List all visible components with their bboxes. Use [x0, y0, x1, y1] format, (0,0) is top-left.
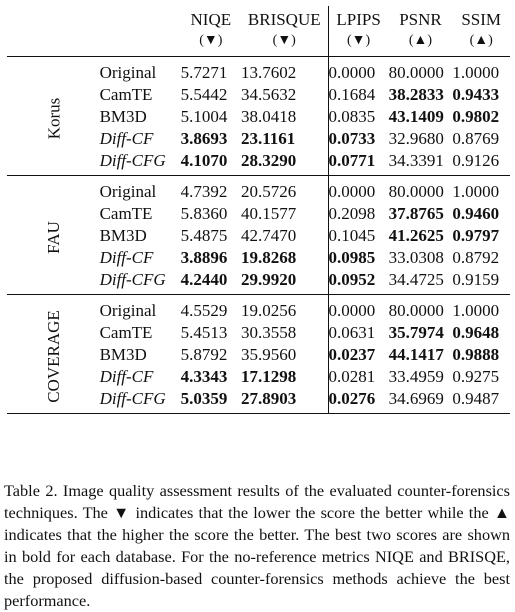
- score-cell: 5.7271: [180, 62, 228, 82]
- column-header: NIQE: [190, 10, 232, 29]
- column-header: BRISQUE: [247, 10, 321, 29]
- score-cell: 0.9648: [452, 322, 500, 342]
- score-cell: 41.2625: [388, 225, 444, 245]
- score-cell: 35.7974: [388, 322, 444, 342]
- score-cell: 5.5442: [180, 84, 228, 104]
- table-row: [7, 295, 510, 322]
- score-cell: 35.9560: [240, 344, 297, 364]
- score-cell: 0.1684: [328, 83, 389, 105]
- database-label: Korus: [43, 97, 63, 139]
- score-cell: 0.9275: [452, 366, 500, 386]
- score-cell: 30.3558: [240, 322, 297, 342]
- score-cell: 5.8360: [180, 203, 228, 223]
- method-name: CamTE: [99, 203, 153, 223]
- score-cell: 5.4875: [180, 225, 228, 245]
- score-cell: 34.6969: [388, 388, 444, 408]
- header-empty: [7, 6, 100, 30]
- score-cell: 32.9680: [388, 128, 444, 148]
- table-header: [7, 6, 510, 57]
- method-name: CamTE: [99, 322, 153, 342]
- table-row: [7, 57, 510, 84]
- score-cell: 80.0000: [388, 300, 444, 320]
- header-empty: [7, 30, 100, 57]
- score-cell: 44.1417: [388, 344, 444, 364]
- score-cell: 0.9797: [452, 225, 500, 245]
- header-empty: [100, 6, 181, 30]
- score-cell: 1.0000: [452, 300, 500, 320]
- score-cell: 0.9460: [452, 203, 500, 223]
- score-cell: 0.9487: [452, 388, 500, 408]
- column-direction: (▼): [199, 33, 223, 48]
- database-label-cell: [7, 57, 100, 176]
- score-cell: 0.1045: [328, 224, 389, 246]
- method-name: Original: [99, 62, 157, 82]
- score-cell: 0.0835: [328, 105, 389, 127]
- score-cell: 4.7392: [180, 181, 228, 201]
- score-cell: 5.8792: [180, 344, 228, 364]
- score-cell: 13.7602: [240, 62, 297, 82]
- score-cell: 0.0952: [328, 268, 389, 295]
- score-cell: 0.0733: [328, 127, 389, 149]
- score-cell: 5.1004: [180, 106, 228, 126]
- method-name: Original: [99, 181, 157, 201]
- method-name: CamTE: [99, 84, 153, 104]
- score-cell: 0.0237: [328, 343, 389, 365]
- column-direction: (▼): [272, 33, 296, 48]
- score-cell: 5.4513: [180, 322, 228, 342]
- score-cell: 0.0000: [328, 295, 389, 322]
- score-cell: 0.9159: [452, 269, 500, 289]
- score-cell: 0.0276: [328, 387, 389, 414]
- score-cell: 19.0256: [240, 300, 297, 320]
- table-row: [7, 176, 510, 203]
- database-section: [7, 57, 510, 176]
- score-cell: 42.7470: [240, 225, 297, 245]
- method-name: Diff-CF: [99, 366, 154, 386]
- score-cell: 5.0359: [180, 388, 228, 408]
- method-name: Diff-CF: [99, 128, 154, 148]
- column-header: LPIPS: [328, 6, 389, 30]
- score-cell: 0.2098: [328, 202, 389, 224]
- score-cell: 33.4959: [388, 366, 444, 386]
- score-cell: 34.3391: [388, 150, 444, 170]
- score-cell: 3.8896: [180, 247, 228, 267]
- database-label-cell: [7, 295, 100, 414]
- column-direction: (▲): [469, 33, 493, 48]
- score-cell: 0.9126: [452, 150, 500, 170]
- score-cell: 33.0308: [388, 247, 444, 267]
- table-caption: Table 2. Image quality assessment results of the evaluated counter-forensics techniques. The ▼ indicates that the lower the score the better while the ▲ indicates that the higher the score the better. The best two scores are shown in bold for each database. For the no-reference metrics NIQE and BRISQE, the proposed diffusion-based counter-forensics methods achieve the best performance.: [4, 481, 510, 611]
- database-label: FAU: [43, 220, 63, 254]
- score-cell: 1.0000: [452, 62, 500, 82]
- score-cell: 0.9433: [452, 84, 500, 104]
- score-cell: 80.0000: [388, 62, 444, 82]
- score-cell: 1.0000: [452, 181, 500, 201]
- column-direction: (▼): [328, 30, 389, 57]
- database-label: COVERAGE: [43, 309, 63, 403]
- score-cell: 0.0000: [328, 57, 389, 84]
- method-name: Diff-CFG: [99, 269, 166, 289]
- score-cell: 27.8903: [240, 388, 297, 408]
- score-cell: 20.5726: [240, 181, 297, 201]
- score-cell: 0.9802: [452, 106, 500, 126]
- method-name: Diff-CFG: [99, 150, 166, 170]
- database-section: [7, 295, 510, 414]
- method-name: Original: [99, 300, 157, 320]
- score-cell: 34.5632: [240, 84, 297, 104]
- score-cell: 0.8769: [452, 128, 500, 148]
- score-cell: 0.0771: [328, 149, 389, 176]
- column-header: PSNR: [399, 10, 442, 29]
- score-cell: 4.2440: [180, 269, 228, 289]
- results-table: [7, 6, 510, 414]
- score-cell: 23.1161: [240, 128, 296, 148]
- score-cell: 19.8268: [240, 247, 297, 267]
- score-cell: 0.0281: [328, 365, 389, 387]
- score-cell: 28.3290: [240, 150, 297, 170]
- score-cell: 3.8693: [180, 128, 228, 148]
- score-cell: 80.0000: [388, 181, 444, 201]
- score-cell: 38.2833: [388, 84, 444, 104]
- score-cell: 0.0631: [328, 321, 389, 343]
- score-cell: 4.1070: [180, 150, 228, 170]
- score-cell: 0.9888: [452, 344, 500, 364]
- score-cell: 40.1577: [240, 203, 297, 223]
- method-name: Diff-CF: [99, 247, 154, 267]
- header-empty: [100, 30, 181, 57]
- method-name: BM3D: [99, 106, 147, 126]
- database-section: [7, 176, 510, 295]
- score-cell: 43.1409: [388, 106, 444, 126]
- method-name: Diff-CFG: [99, 388, 166, 408]
- score-cell: 17.1298: [240, 366, 297, 386]
- score-cell: 4.5529: [180, 300, 228, 320]
- score-cell: 4.3343: [180, 366, 228, 386]
- method-name: BM3D: [99, 225, 147, 245]
- column-header: SSIM: [461, 10, 501, 29]
- method-name: BM3D: [99, 344, 147, 364]
- score-cell: 29.9920: [240, 269, 297, 289]
- score-cell: 37.8765: [388, 203, 444, 223]
- score-cell: 0.0985: [328, 246, 389, 268]
- database-label-cell: [7, 176, 100, 295]
- column-direction: (▲): [408, 33, 433, 48]
- score-cell: 0.0000: [328, 176, 389, 203]
- score-cell: 38.0418: [240, 106, 297, 126]
- score-cell: 0.8792: [452, 247, 500, 267]
- score-cell: 34.4725: [388, 269, 444, 289]
